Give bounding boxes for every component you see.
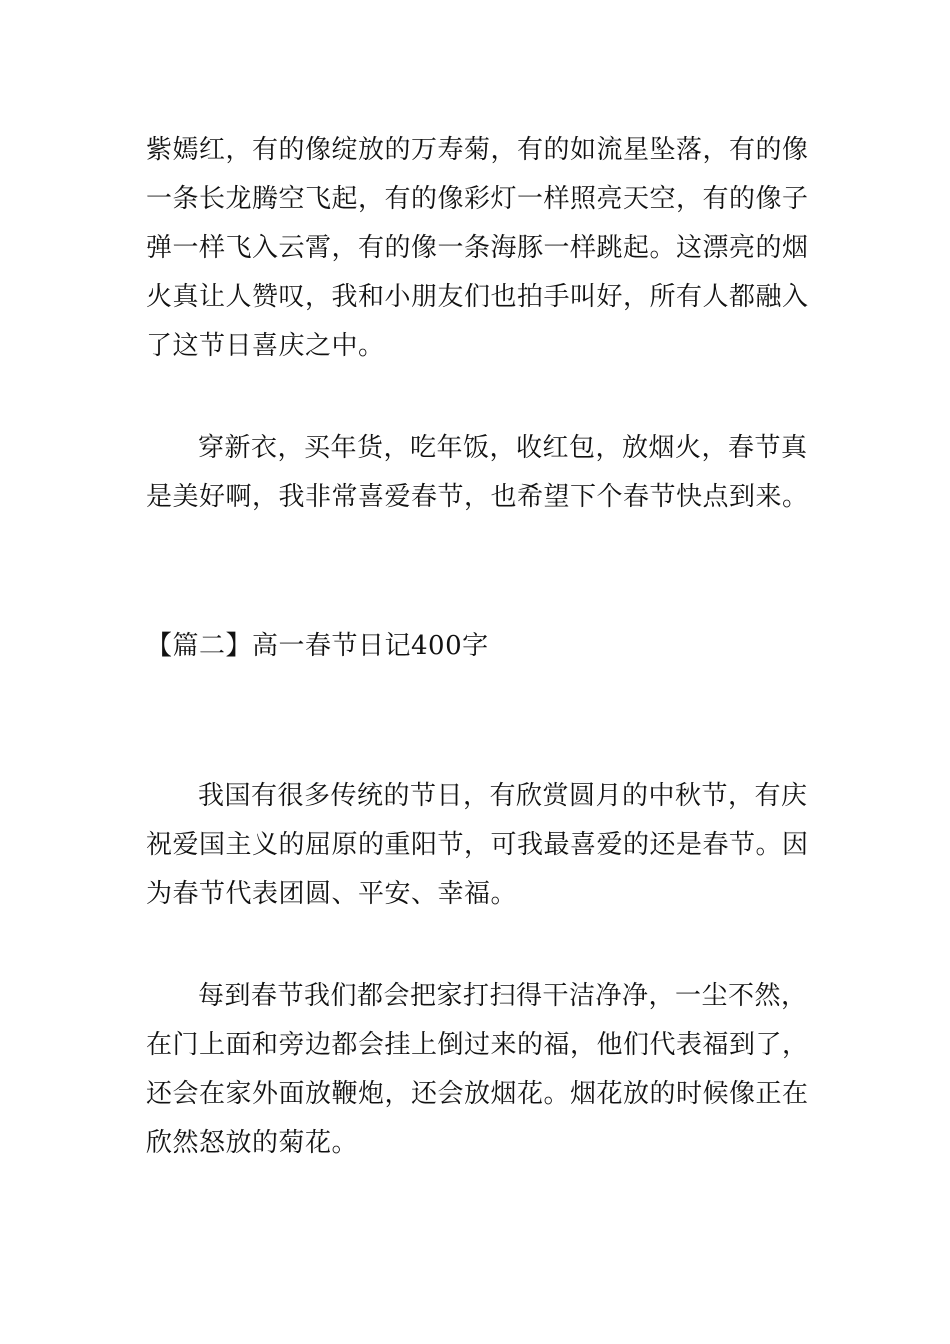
paragraph-2-line-1: 穿新衣，买年货，吃年饭，收红包，放烟火，春节真 <box>198 433 808 463</box>
paragraph-2-line-2: 是美好啊，我非常喜爱春节，也希望下个春节快点到来。 <box>146 482 809 512</box>
paragraph-4-line-3: 还会在家外面放鞭炮，还会放烟花。烟花放的时候像正在 <box>146 1079 809 1109</box>
paragraph-3-line-1: 我国有很多传统的节日，有欣赏圆月的中秋节，有庆 <box>198 781 808 811</box>
paragraph-4-line-1: 每到春节我们都会把家打扫得干洁净净，一尘不然， <box>198 981 808 1011</box>
paragraph-1-line-4: 火真让人赞叹，我和小朋友们也拍手叫好，所有人都融入 <box>146 282 809 312</box>
section-heading: 【篇二】高一春节日记400字 <box>146 631 489 661</box>
paragraph-1-line-1: 紫嫣红，有的像绽放的万寿菊，有的如流星坠落，有的像 <box>146 135 809 165</box>
paragraph-1-line-5: 了这节日喜庆之中。 <box>146 331 385 361</box>
paragraph-4-line-4: 欣然怒放的菊花。 <box>146 1128 359 1158</box>
paragraph-4-line-2: 在门上面和旁边都会挂上倒过来的福，他们代表福到了， <box>146 1030 809 1060</box>
paragraph-3-line-2: 祝爱国主义的屈原的重阳节，可我最喜爱的还是春节。因 <box>146 830 809 860</box>
paragraph-1-line-3: 弹一样飞入云霄，有的像一条海豚一样跳起。这漂亮的烟 <box>146 233 809 263</box>
paragraph-1-line-2: 一条长龙腾空飞起，有的像彩灯一样照亮天空，有的像子 <box>146 184 809 214</box>
paragraph-3-line-3: 为春节代表团圆、平安、幸福。 <box>146 879 518 909</box>
